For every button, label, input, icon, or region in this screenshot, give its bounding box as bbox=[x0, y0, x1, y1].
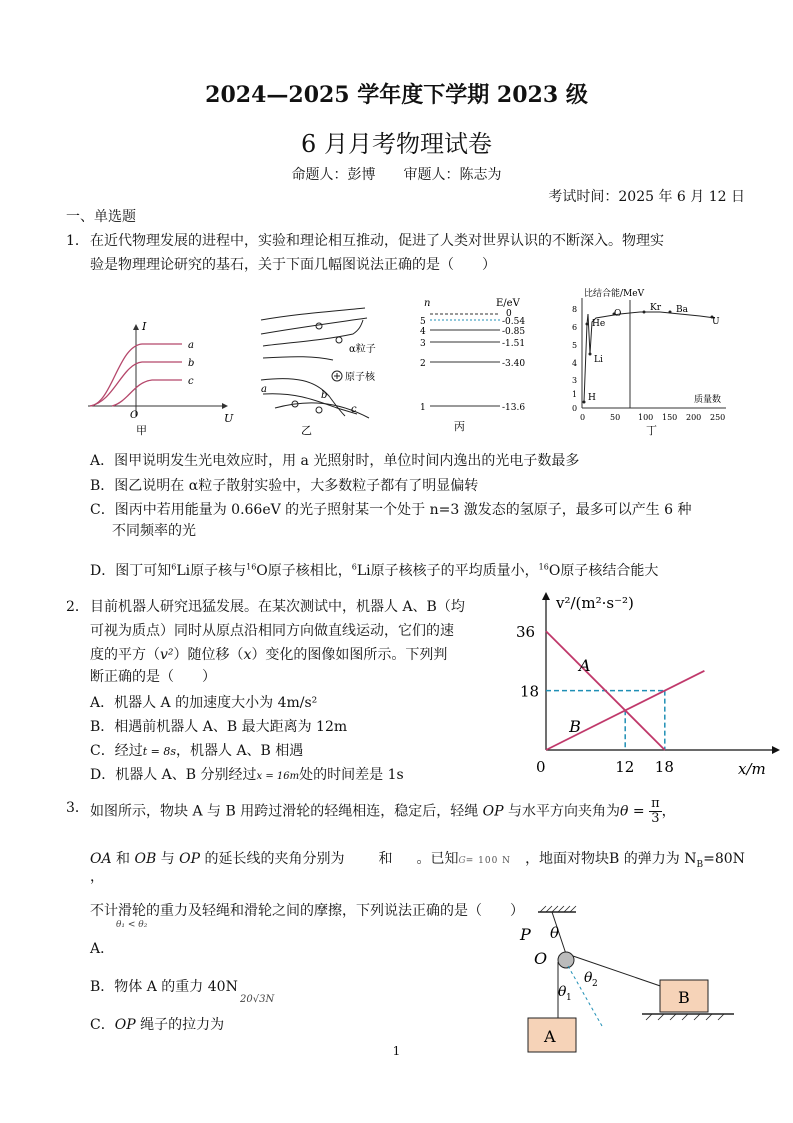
q3-fig-theta2: θ bbox=[584, 970, 593, 986]
fig-yi-nucleus-label: 原子核 bbox=[345, 372, 375, 383]
fig-yi-alpha-label: α粒子 bbox=[349, 344, 376, 355]
q3-stem-text: 与水平方向夹角为 bbox=[503, 803, 621, 820]
fig-jia-c: c bbox=[188, 376, 194, 387]
level-energy: -0.54 bbox=[502, 317, 526, 327]
svg-text:3: 3 bbox=[572, 376, 578, 385]
li-mass: 6 bbox=[351, 562, 357, 572]
o-mass: 16 bbox=[246, 562, 257, 572]
fig-bing-caption: 丙 bbox=[454, 420, 465, 433]
x-axis-arrow bbox=[772, 746, 780, 754]
q3-stem-comma: ， bbox=[90, 869, 104, 885]
q1-option-c-line2: 不同频率的光 bbox=[112, 523, 196, 539]
svg-text:200: 200 bbox=[686, 413, 702, 422]
q2-chart bbox=[510, 590, 780, 786]
svg-text:4: 4 bbox=[572, 359, 578, 368]
level-label: 4 bbox=[420, 327, 426, 337]
op-symbol: OP bbox=[179, 851, 201, 867]
page-number: 1 bbox=[392, 1044, 401, 1058]
q3-stem-text: 与 bbox=[156, 851, 180, 867]
fig-jia-a: a bbox=[188, 340, 194, 351]
q2-option-d-text: 处的时间差是 1s bbox=[299, 767, 404, 783]
q1-option-d-text: D．图丁可知 bbox=[90, 563, 172, 579]
origin-label: 0 bbox=[536, 758, 546, 776]
exam-title-line2: 6 月月考物理试卷 bbox=[301, 130, 492, 158]
figure-ding bbox=[560, 284, 735, 436]
pi-over-3 bbox=[649, 797, 662, 826]
series-label-A: A bbox=[579, 655, 591, 675]
q3-fig-theta2-sub: 2 bbox=[592, 979, 598, 989]
level-energy: 0 bbox=[506, 309, 512, 319]
g-value: = 100 N bbox=[465, 856, 512, 866]
q2-stem-text: ）随位移（ bbox=[173, 647, 244, 663]
authors-line: 命题人：彭博 审题人：陈志为 bbox=[291, 167, 502, 183]
q1-stem-line1: 在近代物理发展的进程中，实验和理论相互推动，促进了人类对世界认识的不断深入。物理实 bbox=[90, 233, 664, 249]
q3-stem-text: 的延长线的夹角分别为 bbox=[200, 851, 345, 867]
fig-ding-xticks bbox=[580, 413, 725, 422]
exam-title-line1: 2024—2025 学年度下学期 2023 级 bbox=[205, 82, 588, 108]
fig-jia-origin: O bbox=[130, 410, 139, 421]
q3-number: 3． bbox=[66, 800, 89, 816]
q2-option-b[interactable]: B．相遇前机器人 A、B 最大距离为 12m bbox=[90, 719, 348, 735]
q1-number: 1． bbox=[66, 233, 89, 249]
fig-ding-caption: 丁 bbox=[646, 424, 657, 437]
q3-fig-A: A bbox=[544, 1027, 556, 1046]
fig-jia-I-label: I bbox=[142, 320, 147, 333]
fig-ding-Kr: Kr bbox=[650, 303, 662, 313]
q2-option-d-text: D．机器人 A、B 分别经过 bbox=[90, 767, 257, 783]
q2-option-c-text: ，机器人 A、B 相遇 bbox=[176, 743, 304, 759]
q3-stem-line3: 不计滑轮的重力及轻绳和滑轮之间的摩擦，下列说法正确的是（ ） bbox=[90, 903, 524, 919]
q3-fig-theta1: θ bbox=[558, 984, 567, 1000]
o-symbol: O bbox=[256, 563, 268, 579]
series-label-B: B bbox=[569, 716, 581, 736]
q2-stem-line3 bbox=[90, 644, 447, 666]
level-energy: -13.6 bbox=[502, 403, 526, 413]
q2-option-c-math: t = 8s bbox=[142, 745, 176, 758]
q3-figure bbox=[510, 900, 740, 1060]
q1-option-a[interactable]: A．图甲说明发生光电效应时，用 a 光照射时，单位时间内逸出的光电子数最多 bbox=[90, 453, 580, 469]
pi-numerator: π bbox=[651, 796, 660, 811]
q2-stem-line4: 断正确的是（ ） bbox=[90, 669, 216, 685]
svg-text:1: 1 bbox=[572, 390, 578, 399]
q1-option-d-text: 原子核结合能大 bbox=[560, 563, 659, 579]
level-energy: -1.51 bbox=[502, 339, 526, 349]
pi-denominator: 3 bbox=[651, 811, 660, 826]
svg-text:100: 100 bbox=[638, 413, 654, 422]
q3-option-b[interactable]: B．物体 A 的重力 40N bbox=[90, 979, 238, 995]
svg-text:250: 250 bbox=[710, 413, 726, 422]
q2-option-c-text: C．经过 bbox=[90, 743, 143, 759]
q3-fig-theta: θ bbox=[550, 924, 560, 942]
level-label: 5 bbox=[420, 317, 426, 327]
fig-ding-xlabel: 质量数 bbox=[694, 395, 722, 405]
q3-fig-B: B bbox=[678, 988, 690, 1007]
level-energy: -3.40 bbox=[502, 359, 526, 369]
q3-stem-line1 bbox=[90, 797, 676, 826]
q3-stem-text: 。已知 bbox=[416, 851, 459, 867]
q1-option-d-text: 原子核相比， bbox=[267, 563, 352, 579]
g-symbol: G bbox=[458, 856, 466, 866]
q1-option-d-text: 原子核核子的平均质量小， bbox=[370, 563, 539, 579]
q2-option-d[interactable] bbox=[90, 764, 404, 784]
q3-stem-text: 和 bbox=[111, 851, 135, 867]
fig-bing-E: E/eV bbox=[496, 298, 520, 309]
figure-yi bbox=[255, 300, 380, 440]
fig-ding-ylabel: 比结合能/MeV bbox=[584, 289, 645, 299]
svg-text:6: 6 bbox=[572, 323, 578, 332]
y-tick-label: 36 bbox=[516, 623, 536, 642]
q3-option-c-text: C． bbox=[90, 1017, 115, 1033]
y-axis-label: v²/(m²·s⁻²) bbox=[556, 594, 634, 612]
svg-text:5: 5 bbox=[572, 341, 578, 350]
x-tick-label: 18 bbox=[654, 758, 674, 776]
q2-option-d-math: x = 16m bbox=[256, 771, 300, 782]
fig-yi-b: b bbox=[321, 390, 328, 401]
oa-symbol: OA bbox=[90, 851, 112, 867]
fig-ding-O: O bbox=[614, 309, 622, 319]
fig-ding-H: H bbox=[588, 393, 596, 403]
fig-yi-caption: 乙 bbox=[301, 424, 312, 437]
fig-ding-U: U bbox=[712, 317, 720, 327]
fig-jia-caption: 甲 bbox=[136, 424, 147, 437]
x-tick-label: 12 bbox=[615, 758, 635, 776]
q3-stem-line2 bbox=[90, 848, 745, 876]
figure-jia bbox=[82, 316, 232, 436]
section-heading: 一、单选题 bbox=[66, 209, 136, 225]
q2-stem-line2: 可视为质点）同时从原点沿相同方向做直线运动，它们的速 bbox=[90, 623, 454, 639]
q3-stem-text: ， bbox=[661, 803, 676, 820]
q3-fig-theta1-sub: 1 bbox=[566, 993, 572, 1003]
o-mass: 16 bbox=[538, 562, 549, 572]
fig-yi-a: a bbox=[261, 384, 267, 395]
q3-option-a[interactable]: A． bbox=[90, 941, 115, 957]
q2-option-a[interactable]: A．机器人 A 的加速度大小为 4m/s² bbox=[90, 695, 318, 711]
fig-jia-U-label: U bbox=[224, 412, 234, 425]
q3-option-c-math: 20√3N bbox=[240, 994, 275, 1005]
q2-stem-text: ）变化的图像如图所示。下列判 bbox=[251, 647, 448, 663]
q3-fig-P: P bbox=[520, 925, 531, 944]
q3-stem-text: =80N bbox=[703, 851, 745, 867]
level-label: 3 bbox=[420, 339, 426, 349]
q1-stem-line2: 验是物理理论研究的基石，关于下面几幅图说法正确的是（ ） bbox=[90, 257, 496, 273]
q2-stem-text: 度的平方（ bbox=[90, 647, 160, 663]
q2-option-c[interactable] bbox=[90, 740, 303, 760]
x-axis-label: x/m bbox=[738, 760, 766, 778]
op-symbol: OP bbox=[482, 803, 504, 820]
q1-option-c-line1[interactable]: C．图丙中若用能量为 0.66eV 的光子照射某一个处于 n=3 激发态的氢原子，最多可以产生 6 种 bbox=[90, 502, 692, 518]
q2-number: 2． bbox=[66, 599, 89, 615]
svg-text:150: 150 bbox=[662, 413, 678, 422]
ob-symbol: OB bbox=[134, 851, 157, 867]
li-symbol: Li bbox=[176, 563, 191, 579]
fig-ding-yticks bbox=[572, 305, 577, 413]
q3-option-c-text: 绳子的拉力为 bbox=[135, 1017, 225, 1033]
o-symbol: O bbox=[548, 563, 561, 579]
level-energy: -0.85 bbox=[502, 327, 526, 337]
figure-bing bbox=[410, 294, 540, 434]
q3-fig-O: O bbox=[534, 949, 548, 968]
nb-subscript: B bbox=[696, 859, 704, 870]
v2-symbol: v² bbox=[160, 647, 174, 663]
q3-stem-text: 和 bbox=[378, 851, 393, 867]
q3-option-c[interactable] bbox=[90, 1014, 224, 1034]
y-tick-label: 18 bbox=[520, 682, 540, 701]
svg-text:0: 0 bbox=[572, 404, 578, 413]
q1-option-b[interactable]: B．图乙说明在 α粒子散射实验中，大多数粒子都有了明显偏转 bbox=[90, 478, 479, 494]
svg-text:50: 50 bbox=[610, 413, 621, 422]
exam-time: 考试时间：2025 年 6 月 12 日 bbox=[548, 189, 745, 205]
q3-option-a-math: θ₁ < θ₂ bbox=[116, 920, 148, 930]
q1-option-d-text: 原子核与 bbox=[190, 563, 247, 579]
q2-stem-line1: 目前机器人研究迅猛发展。在某次测试中，机器人 A、B（均 bbox=[90, 599, 465, 615]
svg-text:0: 0 bbox=[580, 413, 586, 422]
li-symbol: Li bbox=[356, 563, 371, 579]
theta-eq: θ = bbox=[620, 803, 645, 820]
fig-ding-Ba: Ba bbox=[676, 305, 688, 315]
energy-levels bbox=[430, 314, 500, 406]
li-mass: 6 bbox=[171, 562, 177, 572]
fig-ding-Li: Li bbox=[594, 355, 603, 365]
q3-stem-text: ，地面对物块B 的弹力为 N bbox=[525, 851, 697, 867]
fig-bing-n: n bbox=[424, 298, 431, 309]
fig-yi-c: c bbox=[351, 404, 357, 415]
fig-jia-b: b bbox=[188, 358, 195, 369]
x-symbol: x bbox=[243, 647, 252, 663]
fig-ding-He: He bbox=[592, 319, 606, 329]
svg-text:8: 8 bbox=[572, 305, 578, 314]
op-symbol: OP bbox=[114, 1017, 136, 1033]
q3-stem-text: 如图所示，物块 A 与 B 用跨过滑轮的轻绳相连，稳定后，轻绳 bbox=[90, 803, 483, 820]
q1-option-d[interactable] bbox=[90, 560, 658, 580]
y-axis-arrow bbox=[542, 592, 550, 600]
level-label: 2 bbox=[420, 359, 426, 369]
level-label: 1 bbox=[420, 403, 426, 413]
